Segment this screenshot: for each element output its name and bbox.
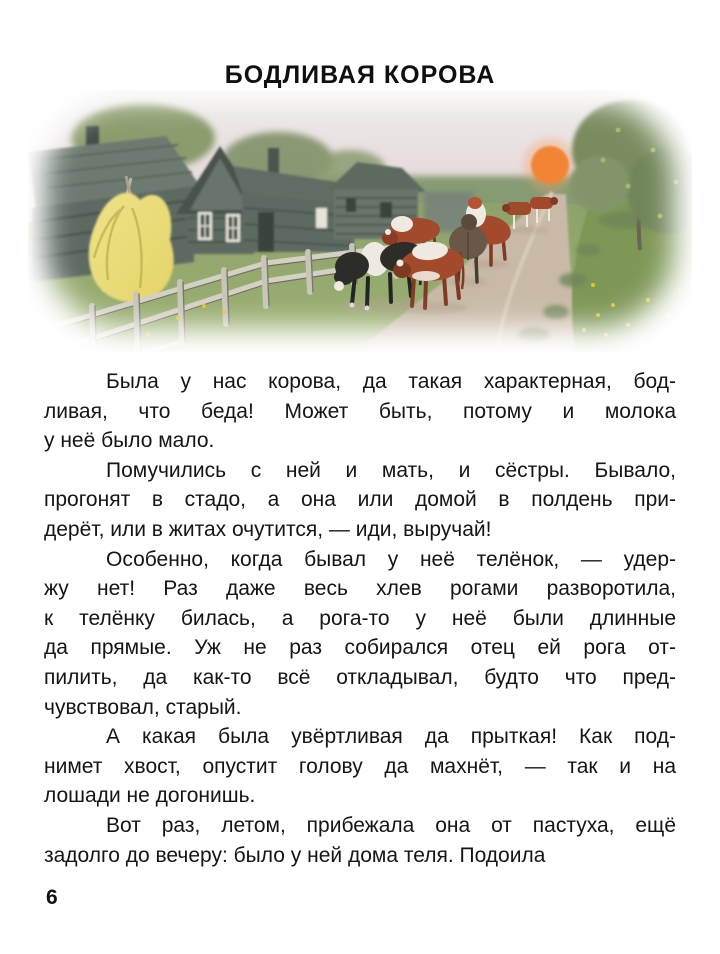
window: [198, 212, 212, 240]
paragraph: [44, 722, 676, 811]
text-line: пилить, да как-то всё откладывал, будто что пред-: [44, 665, 676, 689]
text-line: чувствовал, старый.: [44, 695, 242, 719]
story-illustration: [28, 90, 692, 352]
text-line: к телёнку билась, а рога-то у неё были длинные: [44, 606, 676, 630]
window: [226, 214, 240, 242]
text-line: Помучились с ней и мать, и сёстры. Бывало,: [106, 458, 676, 482]
text-line: задолго до вечеру: было у ней дома теля. Подоила: [44, 843, 546, 867]
text-line: А какая была увёртливая да прыткая! Как под-: [106, 725, 676, 749]
text-line: да прямые. Уж не раз собирался отец ей рога от-: [44, 636, 676, 660]
setting-sun: [523, 138, 577, 192]
page-number: 6: [46, 886, 58, 909]
text-line: дерёт, или в житах очутится, — иди, выручай!: [44, 517, 492, 541]
text-line: жу нет! Раз даже весь хлев рогами разворотила,: [44, 577, 676, 601]
text-line: Была у нас корова, да такая характерная, бод-: [106, 370, 676, 393]
text-line: ливая, что беда! Может быть, потому и молока: [44, 399, 676, 423]
text-line: прогонят в стадо, а она или домой в полдень при-: [44, 488, 676, 512]
text-line: лошади не догонишь.: [44, 784, 256, 808]
text-line: Особенно, когда бывал у неё телёнок, — удер-: [106, 547, 676, 571]
text-line: нимет хвост, опустит голову да махнёт, — так и на: [44, 754, 676, 778]
story-title: БОДЛИВАЯ КОРОВА: [224, 61, 496, 89]
village-scene: [28, 90, 692, 352]
paragraph: [44, 545, 676, 723]
text-line: Вот раз, летом, прибежала она от пастуха, ещё: [106, 813, 676, 837]
story-text: [44, 367, 676, 870]
paragraph: [44, 811, 676, 870]
text-line: у неё было мало.: [44, 429, 215, 453]
paragraph: [44, 367, 676, 456]
paragraph: [44, 456, 676, 545]
